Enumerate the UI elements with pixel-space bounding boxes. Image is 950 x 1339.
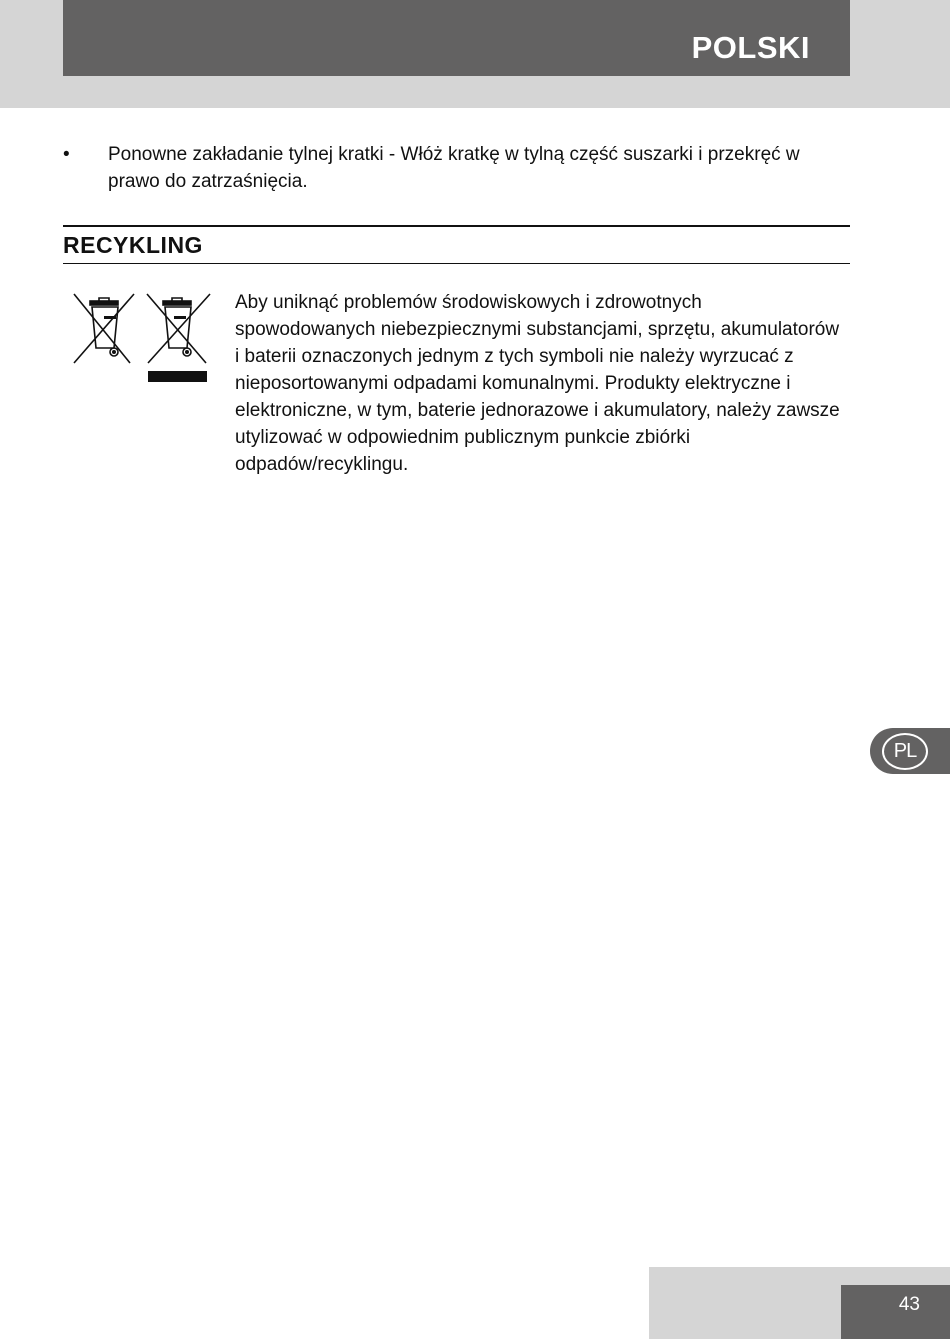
bullet-marker: •	[63, 144, 70, 165]
header-bar	[63, 0, 850, 76]
section-divider-bottom	[63, 263, 850, 264]
page-number-box	[841, 1285, 950, 1339]
crossed-out-wheelie-bin-icon	[74, 294, 134, 363]
page-language-title: POLSKI	[691, 30, 810, 65]
section-title: RECYKLING	[63, 232, 203, 258]
bullet-item-text: Ponowne zakładanie tylnej kratki - Włóż kratkę w tylną część suszarki i przekręć w prawo do zatrzaśnięcia.	[108, 144, 800, 192]
bullet-list	[63, 141, 850, 195]
weee-symbols	[68, 288, 213, 384]
language-code-badge: PL	[882, 733, 928, 770]
recycling-paragraph: Aby uniknąć problemów środowiskowych i zdrowotnych spowodowanych niebezpiecznymi substancjami, sprzętu, akumulatorów i baterii oznaczonych jednym z tych symboli nie należy wyrzucać z nieposortowanymi odpadami komunalnymi. Produkty elektryczne i elektroniczne, w tym, baterie jednorazowe i akumulatory, należy zawsze utylizować w odpowiednim publicznym punkcie zbiórki odpadów/recyklingu.	[235, 292, 840, 475]
crossed-out-wheelie-bin-with-bar-icon	[147, 294, 210, 382]
language-tab	[870, 728, 950, 774]
section-divider-top	[63, 225, 850, 227]
page-number: 43	[898, 1294, 920, 1315]
